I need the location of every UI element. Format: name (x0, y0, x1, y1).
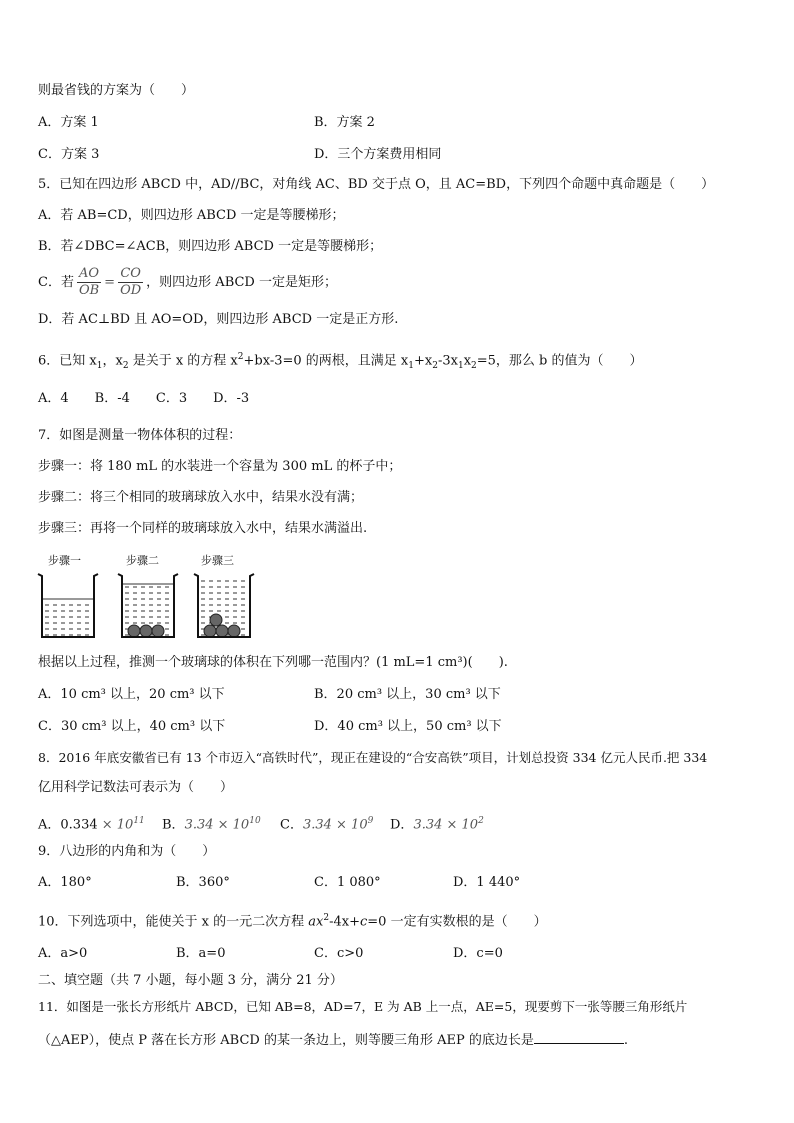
q10-eq-c: c (360, 914, 368, 930)
q8-b-math: 3.34 × 10 (184, 817, 250, 833)
q9-option-c: C．1 080° (314, 875, 381, 890)
q8-stem-line2: 亿用科学记数法可表示为（ ） (38, 780, 234, 795)
q8-c-label: C． (280, 817, 303, 833)
q6-stem-d: +bx-3=0 的两根，且满足 x (243, 353, 409, 369)
q5-stem: 5．已知在四边形 ABCD 中，AD//BC，对角线 AC、BD 交于点 O，且 AC=BD，下列四个命题中真命题是（ ） (38, 177, 715, 192)
q6-stem-e: +x (413, 353, 433, 369)
q4-option-a: A．方案 1 (38, 115, 99, 130)
q11-end: . (623, 1033, 628, 1048)
glass-ball (228, 625, 240, 637)
q9-option-b: B．360° (176, 875, 230, 890)
q10-eq-sup: 2 (323, 913, 330, 923)
q6-stem (38, 348, 643, 375)
fig-label-step3: 步骤三 (201, 554, 234, 567)
q6-stem-a: 6．已知 x (38, 353, 97, 369)
section-2-title: 二、填空题（共 7 小题，每小题 3 分，满分 21 分） (38, 973, 343, 988)
q9-stem: 9．八边形的内角和为（ ） (38, 844, 216, 859)
q6-stem-f: -3x (437, 353, 458, 369)
beaker-step1 (38, 574, 98, 637)
q10-option-a: A．a>0 (38, 946, 88, 961)
q7-step-3: 步骤三：再将一个同样的玻璃球放入水中，结果水满溢出. (38, 521, 368, 536)
beaker-step2 (118, 574, 178, 637)
q5-c-suffix: ，则四边形 ABCD 一定是矩形； (146, 275, 337, 290)
q5-option-c (38, 266, 337, 299)
q8-option-a (38, 812, 145, 834)
q10-stem-b: =0 一定有实数根的是（ ） (367, 914, 547, 930)
q5-fraction-ao-ob (77, 266, 101, 299)
q8-b-exp: 10 (249, 816, 261, 826)
q5-c-prefix: C．若 (38, 275, 74, 290)
q5-fraction-co-od (118, 266, 143, 299)
q6-sub-1c: 1 (457, 360, 464, 371)
glass-ball (210, 614, 222, 626)
q8-a-math: × 10 (101, 817, 134, 833)
q8-c-exp: 9 (367, 816, 374, 826)
q7-step-1: 步骤一：将 180 mL 的水装进一个容量为 300 mL 的杯子中； (38, 459, 402, 474)
q6-options: A．4 B．-4 C．3 D．-3 (38, 391, 250, 406)
q5-option-d: D．若 AC⊥BD 且 AO=OD，则四边形 ABCD 一定是正方形. (38, 312, 399, 327)
q7-option-b: B．20 cm³ 以上，30 cm³ 以下 (314, 687, 501, 702)
q8-a-exp: 11 (133, 816, 145, 826)
q8-stem-line1: 8．2016 年底安徽省已有 13 个市迈入“高铁时代”，现正在建设的“合安高铁”项目，计划总投资 334 亿元人民币.把 334 (38, 750, 708, 765)
glass-ball (204, 625, 216, 637)
q6-stem-b: ，x (102, 353, 123, 369)
fig-label-step1: 步骤一 (48, 554, 81, 567)
beaker-step3 (194, 574, 254, 637)
q10-eq-a: ax (308, 914, 324, 930)
q8-c-math: 3.34 × 10 (302, 817, 368, 833)
beakers-figure (36, 566, 258, 642)
q8-option-b (162, 812, 261, 834)
q5-frac2-num: CO (118, 266, 143, 283)
glass-ball (216, 625, 228, 637)
q8-option-d (390, 812, 484, 834)
q5-option-a: A．若 AB=CD，则四边形 ABCD 一定是等腰梯形； (38, 208, 345, 223)
q4-tail: 则最省钱的方案为（ ） (38, 83, 195, 98)
q6-sub-1b: 1 (408, 360, 414, 371)
q5-frac2-den: OD (120, 283, 142, 298)
q9-option-d: D．1 440° (453, 875, 521, 890)
q4-option-c: C．方案 3 (38, 147, 100, 162)
q9-option-a: A．180° (38, 875, 92, 890)
q7-option-d: D．40 cm³ 以上，50 cm³ 以下 (314, 719, 502, 734)
q10-option-c: C．c>0 (314, 946, 364, 961)
q5-frac1-den: OB (78, 283, 100, 298)
q10-option-b: B．a=0 (176, 946, 226, 961)
q6-stem-h: =5，那么 b 的值为（ ） (476, 353, 643, 369)
q10-eq-b: -4x+ (329, 914, 360, 930)
q6-stem-g: x (463, 353, 472, 369)
q6-sup-2: 2 (237, 352, 244, 362)
q6-sub-2: 2 (122, 360, 129, 371)
q6-stem-c: 是关于 x 的方程 x (128, 353, 238, 369)
q5-option-b: B．若∠DBC=∠ACB，则四边形 ABCD 一定是等腰梯形； (38, 239, 383, 254)
fig-label-step2: 步骤二 (126, 554, 159, 567)
q11-answer-blank[interactable] (534, 1030, 624, 1044)
q7-step-2: 步骤二：将三个相同的玻璃球放入水中，结果水没有满； (38, 490, 364, 505)
q4-option-b: B．方案 2 (314, 115, 375, 130)
q7-stem: 7．如图是测量一物体体积的过程： (38, 428, 242, 443)
q7-option-c: C．30 cm³ 以上，40 cm³ 以下 (38, 719, 226, 734)
q5-frac1-num: AO (77, 266, 101, 283)
q11-line2 (38, 1030, 628, 1050)
q8-a-label: A．0.334 (38, 817, 98, 833)
q8-d-exp: 2 (478, 816, 484, 826)
q10-stem-a: 10．下列选项中，能使关于 x 的一元二次方程 (38, 914, 309, 930)
q8-d-label: D． (390, 817, 414, 833)
glass-ball (128, 625, 140, 637)
q4-option-d: D．三个方案费用相同 (314, 147, 442, 162)
q8-option-c (280, 812, 373, 834)
q8-b-label: B． (162, 817, 185, 833)
q10-option-d: D．c=0 (453, 946, 503, 961)
q6-sub-2c: 2 (471, 360, 477, 371)
q7-option-a: A．10 cm³ 以上，20 cm³ 以下 (38, 687, 225, 702)
q11-line1: 11．如图是一张长方形纸片 ABCD，已知 AB=8，AD=7，E 为 AB 上一点，AE=5，现要剪下一张等腰三角形纸片 (38, 999, 688, 1014)
q10-stem (38, 909, 547, 931)
q7-question: 根据以上过程，推测一个玻璃球的体积在下列哪一范围内？(1 mL=1 cm³)( ). (38, 655, 508, 670)
q11-line2-text: （△AEP），使点 P 落在长方形 ABCD 的某一条边上，则等腰三角形 AEP 的底边长是 (38, 1033, 534, 1048)
q5-c-eq: = (104, 275, 116, 290)
q6-sub-2b: 2 (432, 360, 438, 371)
glass-ball (152, 625, 164, 637)
glass-ball (140, 625, 152, 637)
q6-sub-1: 1 (96, 360, 103, 371)
q8-d-math: 3.34 × 10 (413, 817, 479, 833)
